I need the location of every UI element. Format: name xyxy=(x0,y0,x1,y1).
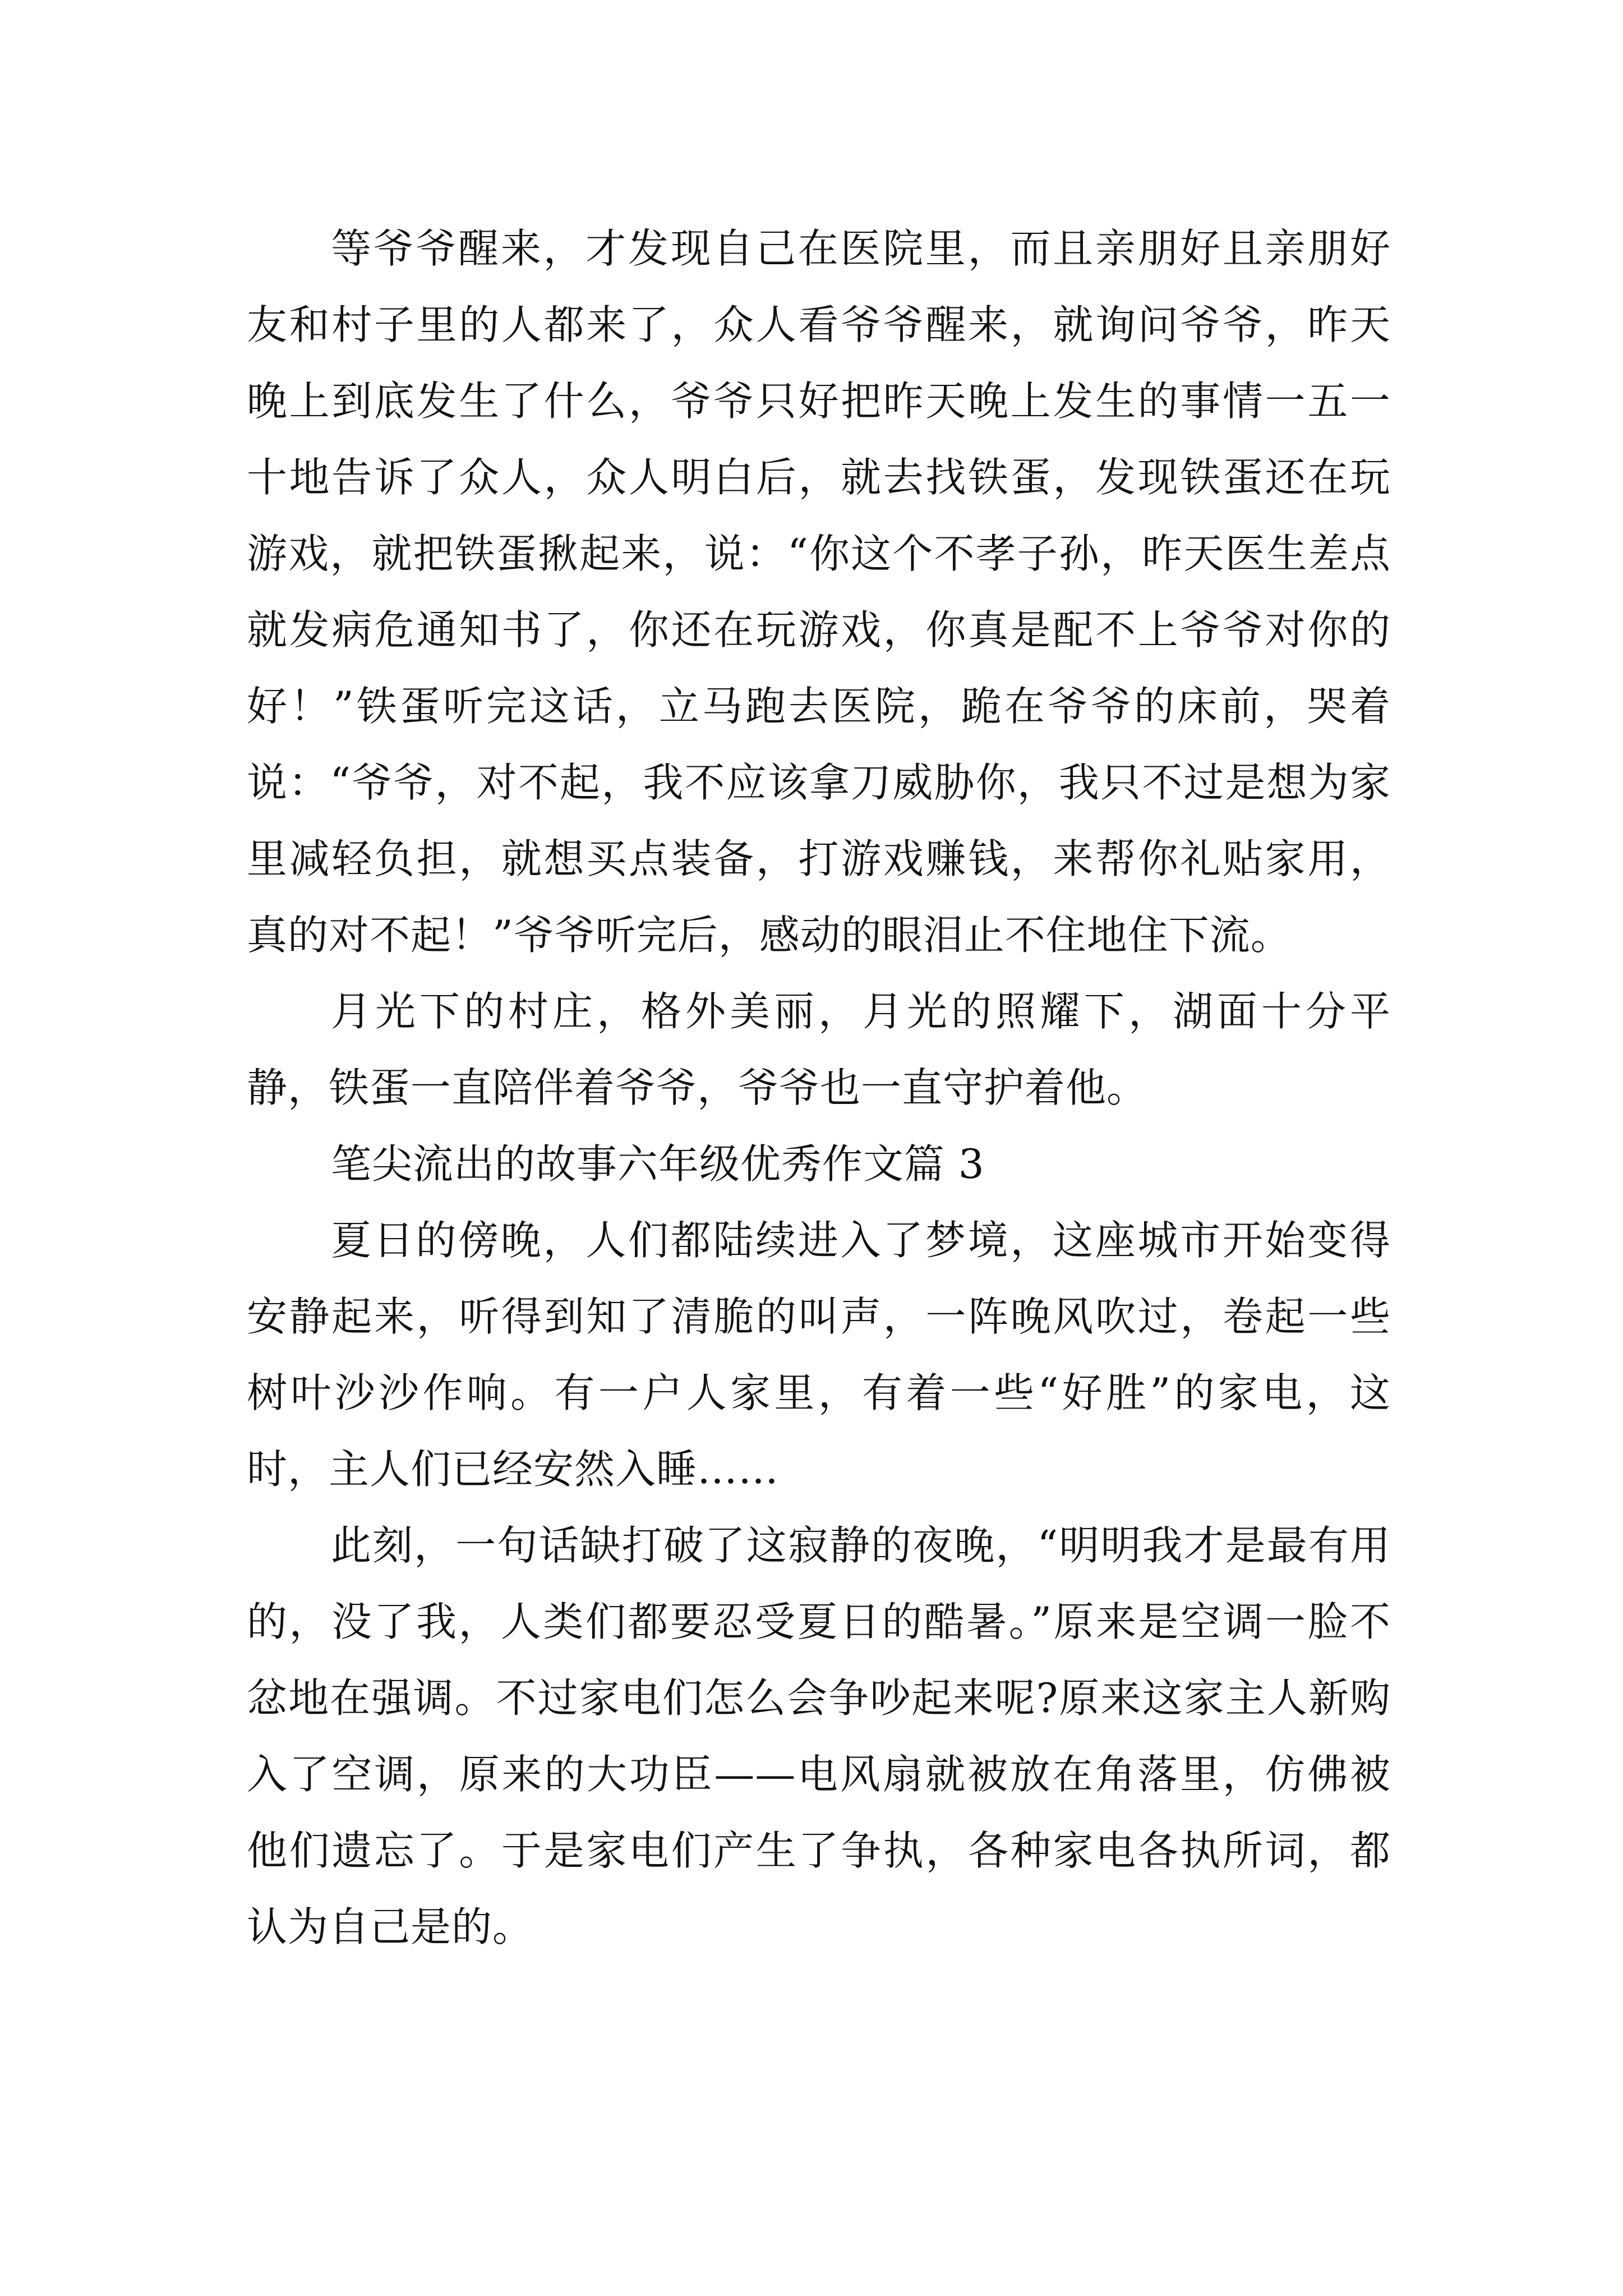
section-title: 笔尖流出的故事六年级优秀作文篇 3 xyxy=(331,1140,985,1188)
paragraph-moonlit-village: 月光下的村庄，格外美丽，月光的照耀下，湖面十分平静，铁蛋一直陪伴着爷爷，爷爷也一直守护着他。 xyxy=(247,988,1391,1111)
document-body xyxy=(247,210,1391,1965)
paragraph-grandpa-hospital: 等爷爷醒来，才发现自己在医院里，而且亲朋好且亲朋好友和村子里的人都来了，众人看爷爷醒来，就询问爷爷，昨天晚上到底发生了什么，爷爷只好把昨天晚上发生的事情一五一十地告诉了众人，众人明白后，就去找铁蛋，发现铁蛋还在玩游戏，就把铁蛋揪起来，说：“你这个不孝子孙，昨天医生差点就发病危通知书了，你还在玩游戏，你真是配不上爷爷对你的好！”铁蛋听完这话，立马跑去医院，跪在爷爷的床前，哭着说：“爷爷，对不起，我不应该拿刀威胁你，我只不过是想为家里减轻负担，就想买点装备，打游戏赚钱，来帮你礼贴家用，真的对不起！”爷爷听完后，感动的眼泪止不住地住下流。 xyxy=(247,225,1391,959)
paragraph-appliances-argue: 此刻，一句话缺打破了这寂静的夜晚，“明明我才是最有用的，没了我，人类们都要忍受夏日的酷暑。”原来是空调一脸不忿地在强调。不过家电们怎么会争吵起来呢?原来这家主人新购入了空调，原来的大功臣——电风扇就被放在角落里，仿佛被他们遗忘了。于是家电们产生了争执，各种家电各执所词，都认为自己是的。 xyxy=(247,1522,1391,1950)
paragraph-summer-evening: 夏日的傍晚，人们都陆续进入了梦境，这座城市开始变得安静起来，听得到知了清脆的叫声，一阵晚风吹过，卷起一些树叶沙沙作响。有一户人家里，有着一些“好胜”的家电，这时，主人们已经安然入睡…… xyxy=(247,1217,1391,1493)
